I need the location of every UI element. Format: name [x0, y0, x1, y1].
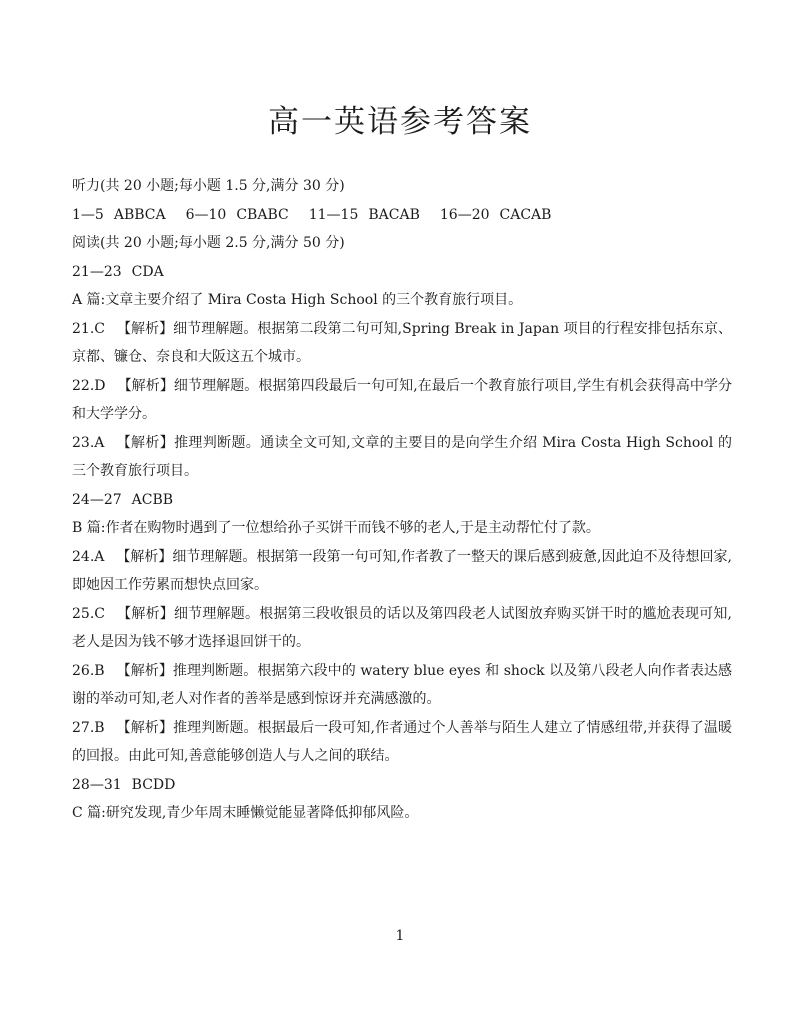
analysis-tag: 【解析】	[116, 548, 173, 565]
group-answers	[72, 771, 732, 800]
passage-summary: C 篇:研究发现,青少年周末睡懒觉能显著降低抑郁风险。	[72, 805, 419, 821]
group-answers	[72, 486, 732, 515]
item-number: 22.D	[72, 377, 106, 394]
answer-range: 24—27	[72, 491, 122, 508]
item-number: 23.A	[72, 434, 105, 451]
explanation-item	[72, 543, 732, 600]
item-text: 细节理解题。根据第一段第一句可知,作者教了一整天的课后感到疲惫,因此迫不及待想回家,即她因工作劳累而想快点回家。	[72, 548, 732, 593]
item-number: 25.C	[72, 605, 105, 622]
answer-letters: CBABC	[236, 206, 289, 223]
answer-letters: CDA	[131, 263, 164, 280]
explanation-item	[72, 429, 732, 486]
explanation-item	[72, 657, 732, 714]
page-number: 1	[395, 928, 405, 944]
listening-answers	[72, 201, 732, 230]
item-number: 21.C	[72, 320, 105, 337]
explanation-item	[72, 600, 732, 657]
answer-letters: CACAB	[499, 206, 552, 223]
group-answers	[72, 258, 732, 287]
passage-summary: A 篇:文章主要介绍了 Mira Costa High School 的三个教育旅行项目。	[72, 292, 523, 308]
analysis-tag: 【解析】	[116, 605, 174, 622]
reading-header: 阅读(共 20 小题;每小题 2.5 分,满分 50 分)	[72, 235, 345, 251]
analysis-tag: 【解析】	[116, 719, 174, 736]
analysis-tag: 【解析】	[116, 434, 175, 451]
answer-letters: BCDD	[131, 776, 176, 793]
answer-range: 28—31	[72, 776, 122, 793]
listening-header: 听力(共 20 小题;每小题 1.5 分,满分 30 分)	[72, 178, 345, 194]
item-text: 细节理解题。根据第四段最后一句可知,在最后一个教育旅行项目,学生有机会获得高中学分和大学学分。	[72, 377, 732, 422]
item-number: 24.A	[72, 548, 105, 565]
item-number: 27.B	[72, 719, 105, 736]
answer-range: 1—5	[72, 206, 104, 223]
item-number: 26.B	[72, 662, 105, 679]
item-text: 推理判断题。根据第六段中的 watery blue eyes 和 shock 以及第八段老人向作者表达感谢的举动可知,老人对作者的善举是感到惊讶并充满感激的。	[72, 662, 732, 707]
answer-range: 11—15	[308, 206, 359, 223]
explanation-item	[72, 315, 732, 372]
item-text: 推理判断题。通读全文可知,文章的主要目的是向学生介绍 Mira Costa High School 的三个教育旅行项目。	[72, 434, 732, 479]
document-body	[72, 172, 732, 828]
answer-range: 16—20	[439, 206, 490, 223]
answer-letters: BACAB	[368, 206, 420, 223]
answer-range: 21—23	[72, 263, 122, 280]
analysis-tag: 【解析】	[116, 320, 174, 337]
item-text: 细节理解题。根据第三段收银员的话以及第四段老人试图放弃购买饼干时的尴尬表现可知,老人是因为钱不够才选择退回饼干的。	[72, 605, 733, 650]
answer-letters: ACBB	[131, 491, 174, 508]
passage-summary: B 篇:作者在购物时遇到了一位想给孙子买饼干而钱不够的老人,于是主动帮忙付了款。	[72, 520, 600, 536]
document-title: 高一英语参考答案	[268, 104, 532, 140]
analysis-tag: 【解析】	[117, 377, 174, 394]
analysis-tag: 【解析】	[116, 662, 173, 679]
item-text: 推理判断题。根据最后一段可知,作者通过个人善举与陌生人建立了情感纽带,并获得了温暖的回报。由此可知,善意能够创造人与人之间的联结。	[72, 719, 733, 764]
explanation-item	[72, 714, 732, 771]
answer-range: 6—10	[185, 206, 227, 223]
answer-letters: ABBCA	[113, 206, 166, 223]
item-text: 细节理解题。根据第二段第二句可知,Spring Break in Japan 项目的行程安排包括东京、京都、镰仓、奈良和大阪这五个城市。	[72, 320, 733, 365]
explanation-item	[72, 372, 732, 429]
